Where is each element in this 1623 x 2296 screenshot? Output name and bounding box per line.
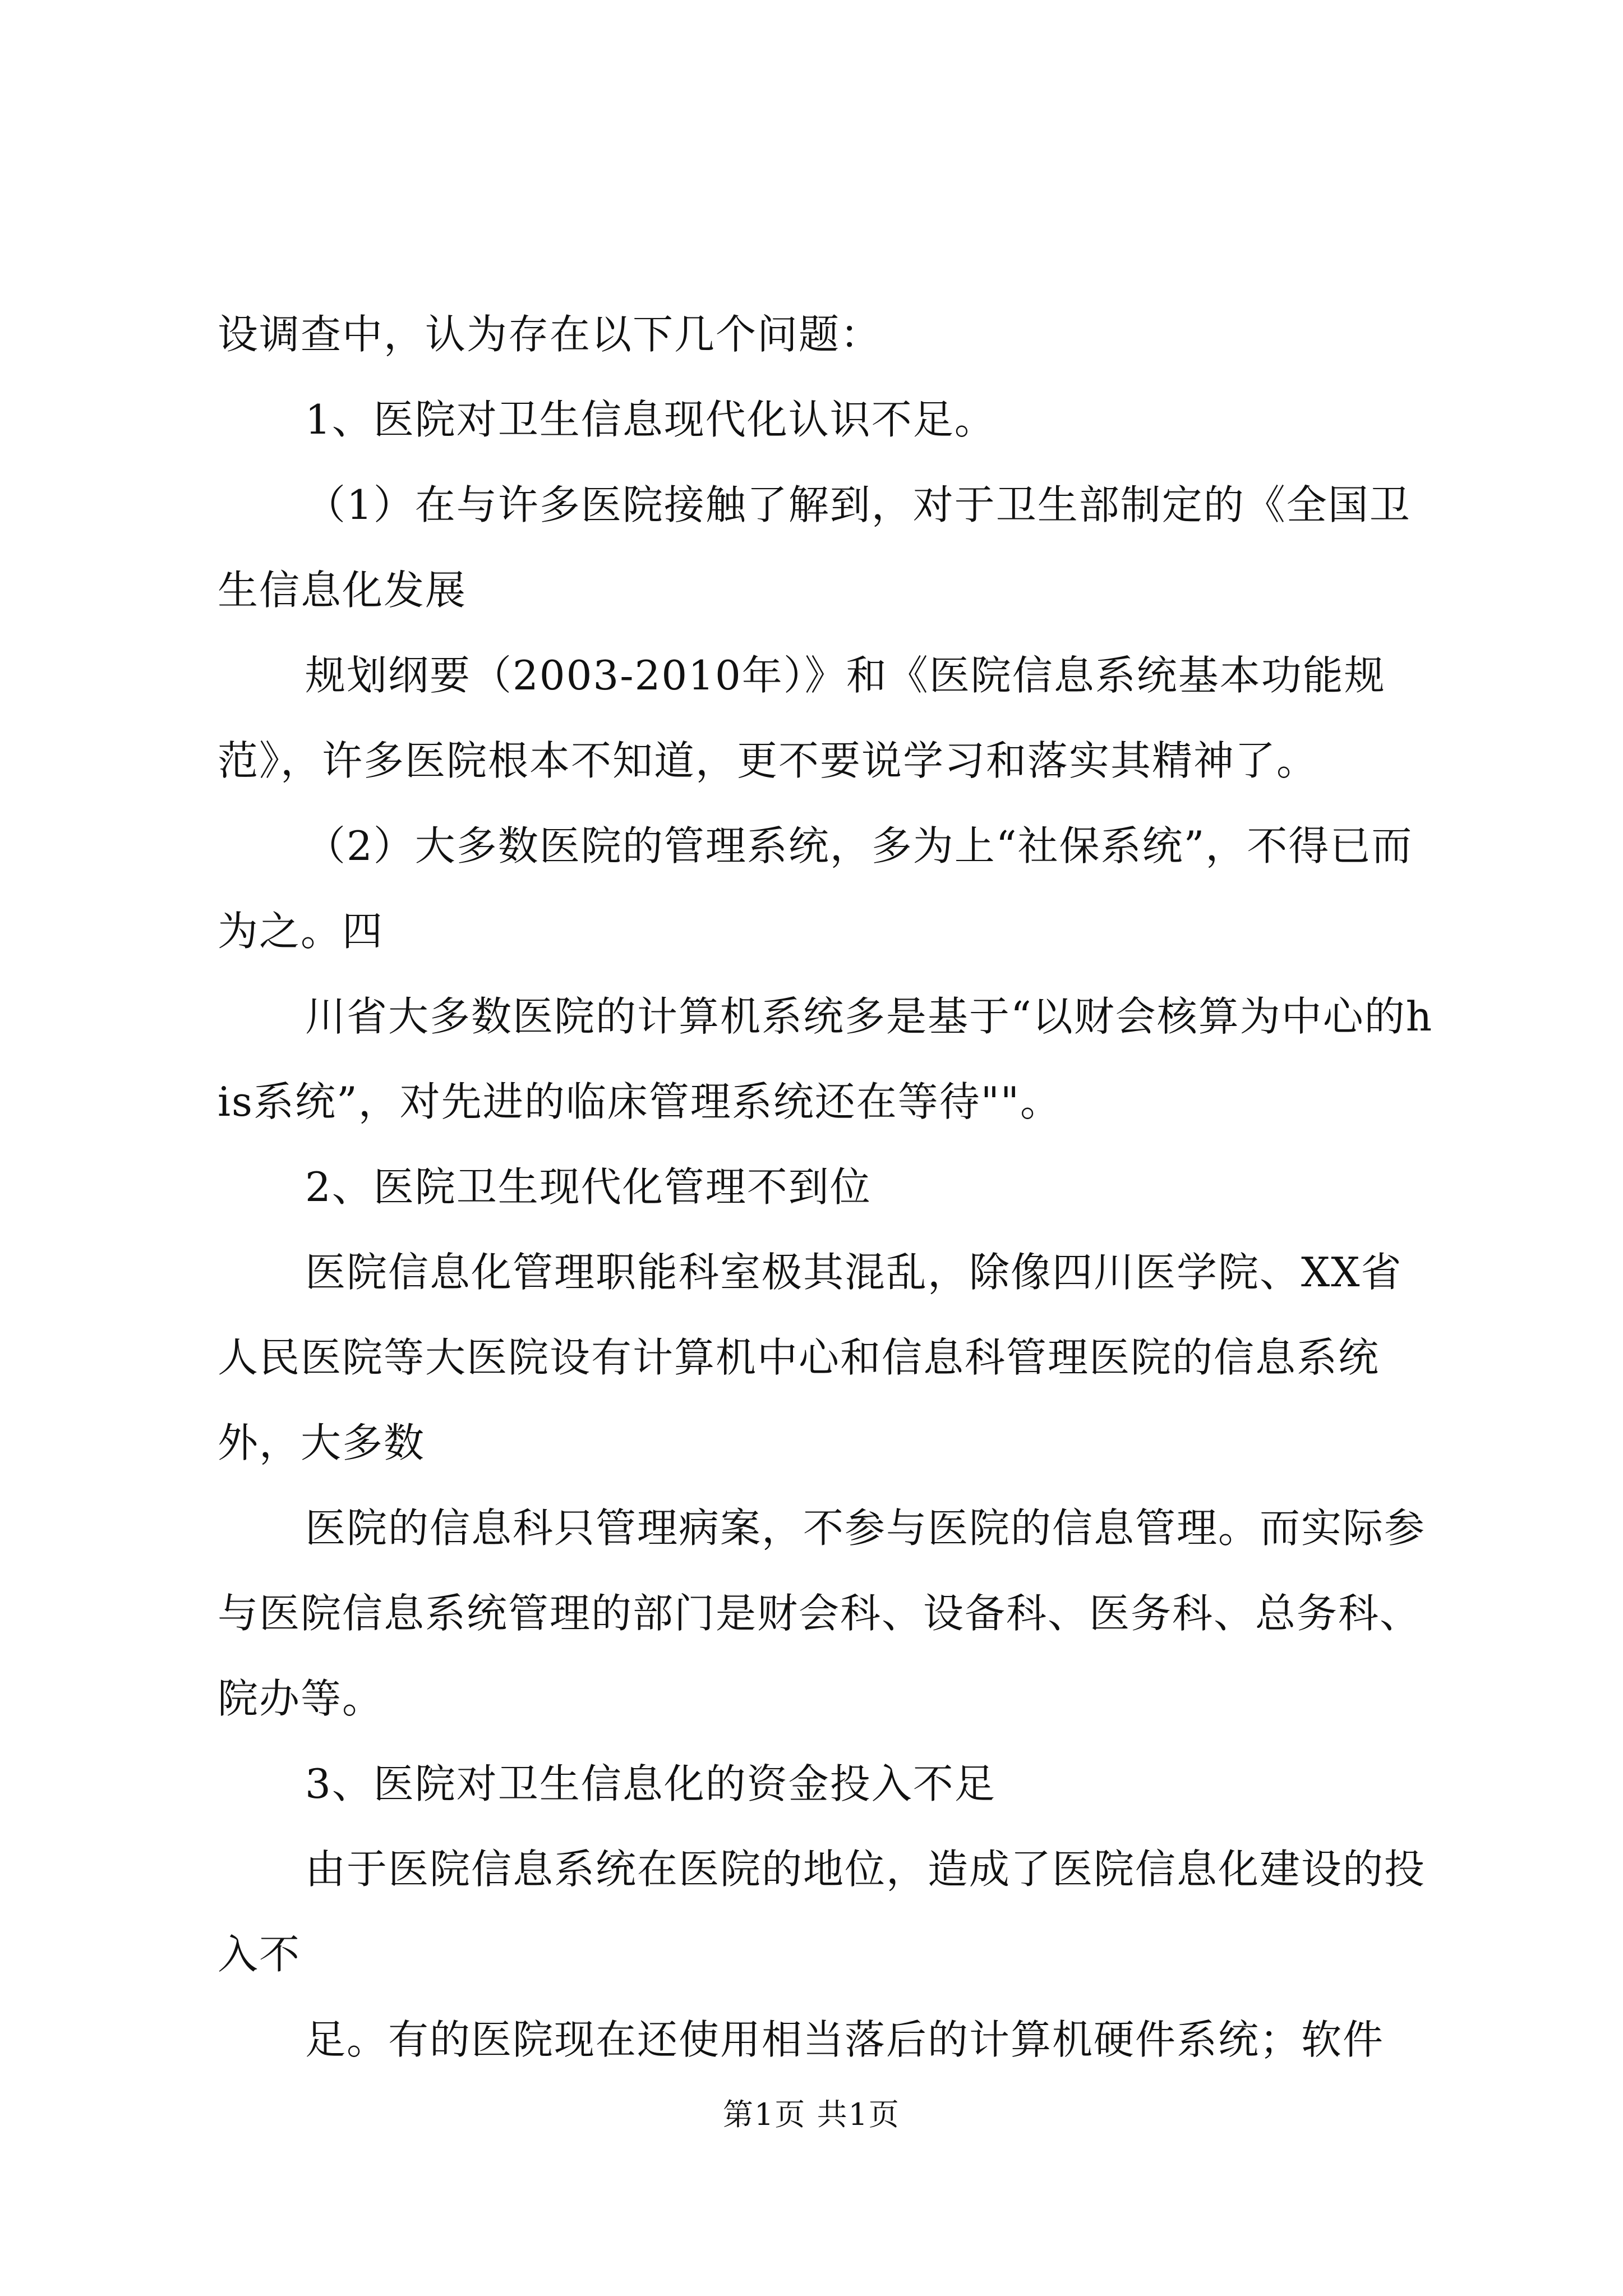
document-body [218,292,1440,2082]
paragraph-7: 2、医院卫生现代化管理不到位 [305,1163,872,1211]
paragraph-5: （2）大多数医院的管理系统，多为上“社保系统”，不得已而为之。四 [218,822,1413,955]
paragraph-12: 足。有的医院现在还使用相当落后的计算机硬件系统；软件 [305,2016,1385,2063]
paragraph-9: 医院的信息科只管理病案，不参与医院的信息管理。而实际参与医院信息系统管理的部门是财会科、设备科、医务科、总务科、院办等。 [218,1504,1426,1722]
paragraph-3: （1）在与许多医院接触了解到，对于卫生部制定的《全国卫生信息化发展 [218,481,1411,614]
paragraph-6: 川省大多数医院的计算机系统多是基于“以财会核算为中心的his系统”，对先进的临床管理系统还在等待""。 [218,993,1433,1125]
paragraph-11: 由于医院信息系统在医院的地位，造成了医院信息化建设的投入不 [218,1846,1426,1978]
paragraph-10: 3、医院对卫生信息化的资金投入不足 [305,1760,996,1807]
paragraph-8: 医院信息化管理职能科室极其混乱，除像四川医学院、XX省人民医院等大医院设有计算机中心和信息科管理医院的信息系统外，大多数 [218,1249,1403,1466]
paragraph-2: 1、医院对卫生信息现代化认识不足。 [305,396,996,443]
paragraph-1: 设调查中，认为存在以下几个问题： [218,311,882,358]
paragraph-4: 规划纲要（2003-2010年）》和《医院信息系统基本功能规范》，许多医院根本不知道，更不要说学习和落实其精神了。 [218,652,1386,784]
page-footer: 第1页 共1页 [723,2097,900,2132]
